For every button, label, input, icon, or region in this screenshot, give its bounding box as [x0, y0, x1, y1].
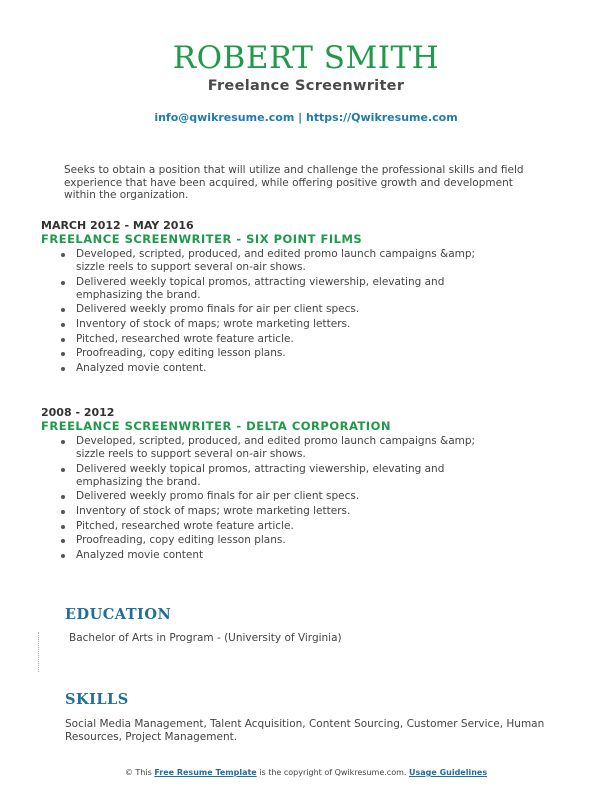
candidate-title: Freelance Screenwriter — [207, 78, 405, 94]
job-bullet: Proofreading, copy editing lesson plans. — [76, 347, 561, 360]
job-entry-2 — [41, 406, 561, 564]
skills-heading: SKILLS — [65, 691, 129, 708]
contact-info[interactable]: info@qwikresume.com | https://Qwikresume.com — [154, 111, 458, 124]
job-bullet: Delivered weekly topical promos, attracting viewership, elevating and emphasizing the brand. — [76, 276, 561, 302]
candidate-name: ROBERT SMITH — [172, 40, 440, 76]
job-bullet: Proofreading, copy editing lesson plans. — [76, 534, 561, 547]
footer-middle: is the copyright of Qwikresume.com. — [259, 768, 407, 777]
job-bullet: Delivered weekly promo finals for air per client specs. — [76, 303, 561, 316]
usage-guidelines-link[interactable]: Usage Guidelines — [408, 768, 488, 777]
job-entry-1 — [41, 219, 561, 377]
job-bullet: Pitched, researched wrote feature article. — [76, 520, 561, 533]
job-bullet: Analyzed movie content — [76, 549, 561, 562]
education-heading: EDUCATION — [65, 606, 172, 623]
footer — [0, 768, 612, 777]
job-title: FREELANCE SCREENWRITER - DELTA CORPORATION — [41, 419, 391, 433]
job-bullet: Delivered weekly topical promos, attracting viewership, elevating and emphasizing the brand. — [76, 463, 561, 489]
job-title: FREELANCE SCREENWRITER - SIX POINT FILMS — [41, 232, 363, 246]
job-bullet: Delivered weekly promo finals for air per client specs. — [76, 490, 561, 503]
job-bullets — [41, 248, 561, 375]
free-resume-template-link[interactable]: Free Resume Template — [154, 768, 257, 777]
summary-text: Seeks to obtain a position that will utilize and challenge the professional skills and field experience that have been acquired, while offering positive growth and development within the organization. — [64, 164, 524, 201]
job-bullet: Inventory of stock of maps; wrote marketing letters. — [76, 318, 561, 331]
education-divider — [38, 632, 40, 672]
job-bullet: Inventory of stock of maps; wrote marketing letters. — [76, 505, 561, 518]
education-entry: Bachelor of Arts in Program - (University of Virginia) — [69, 632, 342, 644]
job-bullet: Analyzed movie content. — [76, 362, 561, 375]
job-bullets — [41, 435, 561, 562]
job-bullet: Developed, scripted, produced, and edited promo launch campaigns &amp; sizzle reels to support several on-air shows. — [76, 248, 561, 274]
footer-prefix: © This — [124, 768, 152, 777]
job-bullet: Pitched, researched wrote feature article. — [76, 333, 561, 346]
job-dates: MARCH 2012 - MAY 2016 — [41, 219, 194, 232]
skills-text: Social Media Management, Talent Acquisition, Content Sourcing, Customer Service, Human Resources, Project Management. — [65, 718, 545, 743]
job-bullet: Developed, scripted, produced, and edited promo launch campaigns &amp; sizzle reels to support several on-air shows. — [76, 435, 561, 461]
job-dates: 2008 - 2012 — [41, 406, 115, 419]
